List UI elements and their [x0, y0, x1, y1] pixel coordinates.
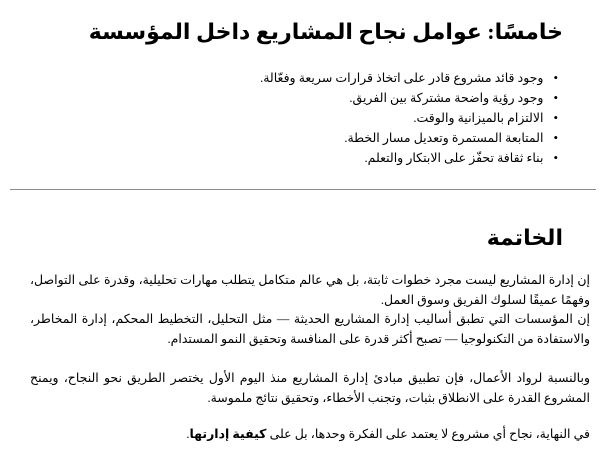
bullet-item: • وجود رؤية واضحة مشتركة بين الفريق. — [30, 88, 558, 108]
final-statement-period: . — [186, 427, 190, 441]
conclusion-paragraph-3: وبالنسبة لرواد الأعمال، فإن تطبيق مبادئ إدارة المشاريع منذ اليوم الأول يختصر الطريق نحو النجاح، ويمنح المشروع القدرة على الانطلاق بثبات، وتجنب الأخطاء، وتحقيق نتائج ملموسة. — [30, 371, 590, 405]
bullet-item: • بناء ثقافة تحفّز على الابتكار والتعلم. — [30, 148, 558, 168]
final-statement-bold: كيفية إدارتها — [189, 427, 267, 441]
bullet-item: • الالتزام بالميزانية والوقت. — [30, 108, 558, 128]
section-divider — [10, 189, 596, 190]
conclusion-intro-block — [30, 271, 590, 349]
final-statement-text: في النهاية، نجاح أي مشروع لا يعتمد على الفكرة وحدها، بل على — [266, 427, 590, 441]
conclusion-heading: الخاتمة — [486, 225, 563, 250]
bullet-item: • المتابعة المستمرة وتعديل مسار الخطة. — [30, 128, 558, 148]
success-factors-list — [30, 68, 558, 168]
bullet-item: • وجود قائد مشروع قادر على اتخاذ قرارات سريعة وفعّالة. — [30, 68, 558, 88]
section5-heading: خامسًا: عوامل نجاح المشاريع داخل المؤسسة — [88, 19, 563, 44]
conclusion-paragraph-1: إن إدارة المشاريع ليست مجرد خطوات ثابتة، بل هي عالم متكامل يتطلب مهارات تحليلية، وقدرة على التواصل، وفهمًا عميقًا لسلوك الفريق وسوق العمل. — [30, 273, 590, 307]
final-statement — [30, 425, 590, 445]
conclusion-paragraph-2: إن المؤسسات التي تطبق أساليب إدارة المشاريع الحديثة — مثل التحليل، التخطيط المحكم، إدارة المخاطر، والاستفادة من التكنولوجيا — تصبح أكثر قدرة على المنافسة وتحقيق النمو المستدام. — [30, 312, 590, 346]
